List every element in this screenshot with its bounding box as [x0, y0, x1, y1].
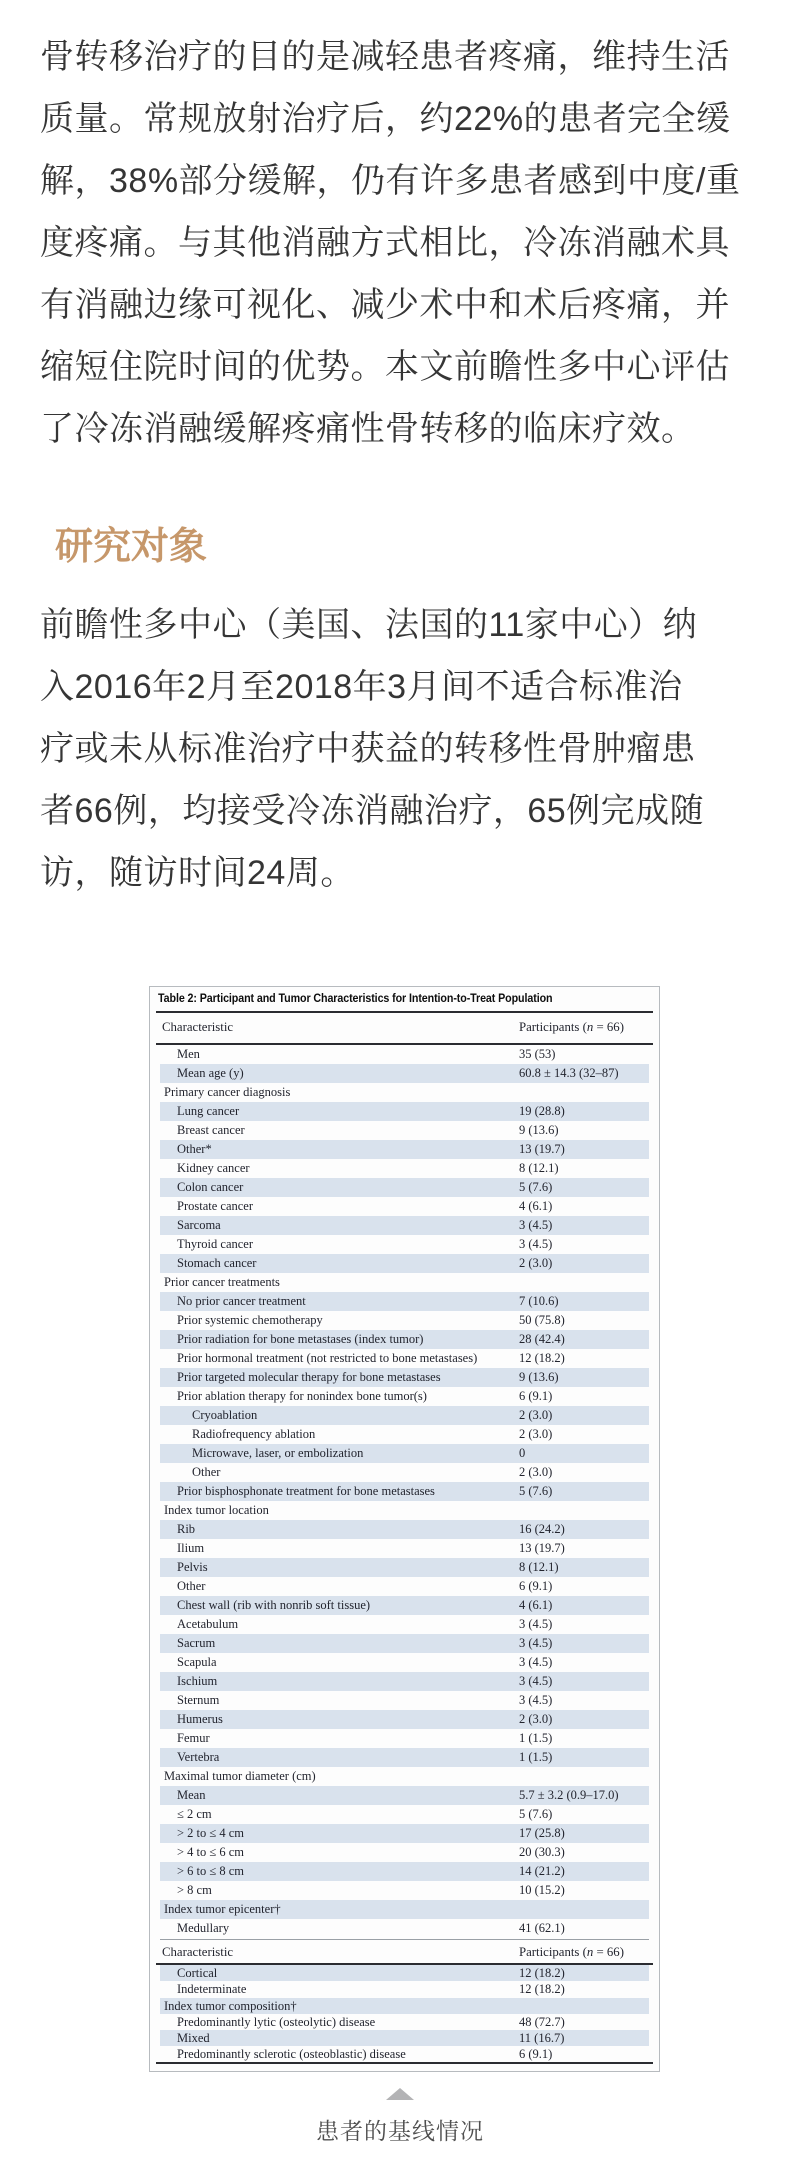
column-header-participants [519, 1940, 624, 1964]
row-label: Other [177, 1578, 206, 1593]
row-label: Ilium [177, 1540, 205, 1555]
row-label: ≤ 2 cm [177, 1806, 212, 1821]
table-row [160, 1577, 649, 1596]
row-value: 13 (19.7) [519, 1141, 565, 1156]
row-value: 5 (7.6) [519, 1179, 553, 1194]
table-row [160, 1786, 649, 1805]
row-label: Prior targeted molecular therapy for bone metastases [177, 1369, 441, 1384]
row-value: 3 (4.5) [519, 1654, 553, 1669]
row-value: 20 (30.3) [519, 1844, 565, 1859]
row-value: 5.7 ± 3.2 (0.9–17.0) [519, 1787, 619, 1802]
row-value: 4 (6.1) [519, 1597, 553, 1612]
table-row [160, 1558, 649, 1577]
study-line: 前瞻性多中心（美国、法国的11家中心）纳 [40, 606, 698, 644]
study-line: 疗或未从标准治疗中获益的转移性骨肿瘤患 [40, 730, 696, 768]
row-value: 2 (3.0) [519, 1426, 553, 1441]
participants-suffix: = 66) [593, 1945, 624, 1959]
row-label: Mean [177, 1787, 206, 1802]
table-row [160, 1235, 649, 1254]
row-label: > 4 to ≤ 6 cm [177, 1844, 245, 1859]
row-label: Medullary [177, 1920, 230, 1935]
table-row [160, 1444, 649, 1463]
triangle-up-icon[interactable] [386, 2088, 414, 2100]
table-row [160, 1159, 649, 1178]
row-value: 8 (12.1) [519, 1160, 559, 1175]
row-label: Index tumor composition† [164, 1998, 297, 2013]
row-label: Primary cancer diagnosis [164, 1084, 291, 1099]
row-label: Microwave, laser, or embolization [192, 1445, 364, 1460]
column-header-characteristic: Characteristic [162, 1945, 234, 1959]
table-row [160, 1102, 649, 1121]
row-value: 6 (9.1) [519, 2047, 553, 2062]
intro-line: 了冷冻消融缓解疼痛性骨转移的临床疗效。 [40, 410, 696, 448]
row-value: 4 (6.1) [519, 1198, 553, 1213]
row-label: Predominantly lytic (osteolytic) disease [177, 2014, 376, 2029]
row-label: Humerus [177, 1711, 223, 1726]
row-label: Lung cancer [177, 1103, 240, 1118]
table-row [160, 1140, 649, 1159]
row-label: Index tumor location [164, 1502, 269, 1517]
row-label: Maximal tumor diameter (cm) [164, 1768, 316, 1783]
figure-caption: 患者的基线情况 [316, 2118, 484, 2144]
table-row [160, 1330, 649, 1349]
row-label: Prior ablation therapy for nonindex bone tumor(s) [177, 1388, 427, 1403]
table-row [160, 1292, 649, 1311]
table-header-row-repeat [160, 1939, 649, 1964]
table-row [160, 1965, 649, 1981]
row-value: 5 (7.6) [519, 1483, 553, 1498]
table-row [160, 1045, 649, 1064]
row-value: 16 (24.2) [519, 1521, 565, 1536]
row-value: 3 (4.5) [519, 1217, 553, 1232]
column-header-characteristic: Characteristic [162, 1020, 234, 1034]
row-label: Mixed [177, 2031, 210, 2046]
row-value: 1 (1.5) [519, 1730, 553, 1745]
row-label: Sarcoma [177, 1217, 221, 1232]
row-label: Prior bisphosphonate treatment for bone metastases [177, 1483, 435, 1498]
row-label: Chest wall (rib with nonrib soft tissue) [177, 1597, 371, 1612]
row-label: Femur [177, 1730, 210, 1745]
row-label: Scapula [177, 1654, 217, 1669]
row-value: 6 (9.1) [519, 1578, 553, 1593]
row-value: 3 (4.5) [519, 1635, 553, 1650]
row-label: Men [177, 1046, 200, 1061]
column-header-participants [519, 1012, 624, 1043]
table-row [160, 1254, 649, 1273]
row-value: 9 (13.6) [519, 1122, 559, 1137]
row-label: Thyroid cancer [177, 1236, 254, 1251]
table-row [160, 1729, 649, 1748]
table-row [160, 1634, 649, 1653]
table-row [160, 1425, 649, 1444]
row-label: Acetabulum [177, 1616, 239, 1631]
row-value: 3 (4.5) [519, 1236, 553, 1251]
table-row [160, 2014, 649, 2030]
intro-line: 解，38%部分缓解，仍有许多患者感到中度/重 [40, 162, 741, 200]
table-row [160, 1615, 649, 1634]
row-label: > 6 to ≤ 8 cm [177, 1863, 245, 1878]
table-row [160, 1121, 649, 1140]
table-row [160, 1843, 649, 1862]
table-row [160, 1672, 649, 1691]
intro-line: 缩短住院时间的优势。本文前瞻性多中心评估 [40, 348, 730, 386]
row-label: Cryoablation [192, 1407, 258, 1422]
row-label: Prior cancer treatments [164, 1274, 280, 1289]
table-row [160, 1998, 649, 2014]
table-row [160, 2046, 649, 2062]
table-bottom-rule [156, 2062, 653, 2064]
row-value: 28 (42.4) [519, 1331, 565, 1346]
row-value: 12 (18.2) [519, 1982, 565, 1997]
table-row [160, 1981, 649, 1997]
row-label: Index tumor epicenter† [164, 1901, 281, 1916]
row-label: Breast cancer [177, 1122, 245, 1137]
participants-n: n [586, 1945, 594, 1959]
row-value: 2 (3.0) [519, 1407, 553, 1422]
row-label: Rib [177, 1521, 196, 1536]
table-row [160, 1482, 649, 1501]
row-value: 6 (9.1) [519, 1388, 553, 1403]
participants-suffix: = 66) [593, 1020, 624, 1034]
study-paragraph [40, 594, 770, 904]
table-row [160, 1520, 649, 1539]
table-row [160, 1919, 649, 1938]
row-label: Vertebra [177, 1749, 220, 1764]
row-label: Cortical [177, 1966, 218, 1980]
row-value: 13 (19.7) [519, 1540, 565, 1555]
table-row [160, 1501, 649, 1520]
table-row [160, 1710, 649, 1729]
row-label: Colon cancer [177, 1179, 244, 1194]
row-value: 35 (53) [519, 1046, 556, 1061]
study-line: 访，随访时间24周。 [40, 854, 355, 892]
table-header-row [160, 1012, 649, 1043]
row-value: 14 (21.2) [519, 1863, 565, 1878]
row-label: Stomach cancer [177, 1255, 257, 1270]
table-row [160, 1691, 649, 1710]
row-label: Ischium [177, 1673, 218, 1688]
row-value: 3 (4.5) [519, 1673, 553, 1688]
participants-n: n [586, 1020, 594, 1034]
row-value: 3 (4.5) [519, 1692, 553, 1707]
table-figure [149, 986, 660, 2072]
row-value: 48 (72.7) [519, 2014, 565, 2029]
row-value: 0 [519, 1445, 526, 1460]
row-label: Mean age (y) [177, 1065, 244, 1080]
table-rows-part2 [160, 1965, 649, 2063]
table-row [160, 1406, 649, 1425]
row-value: 17 (25.8) [519, 1825, 565, 1840]
row-value: 9 (13.6) [519, 1369, 559, 1384]
table-row [160, 1805, 649, 1824]
table-row [160, 1178, 649, 1197]
study-line: 入2016年2月至2018年3月间不适合标准治 [40, 668, 683, 706]
table-row [160, 1463, 649, 1482]
study-line: 者66例，均接受冷冻消融治疗，65例完成随 [40, 792, 705, 830]
collapse-toggle[interactable] [0, 2088, 800, 2146]
row-label: Kidney cancer [177, 1160, 250, 1175]
row-label: Indeterminate [177, 1982, 247, 1997]
table-row [160, 1862, 649, 1881]
row-label: > 8 cm [177, 1882, 212, 1897]
table-row [160, 1900, 649, 1919]
row-label: Pelvis [177, 1559, 208, 1574]
row-label: Other [192, 1464, 221, 1479]
row-value: 7 (10.6) [519, 1293, 559, 1308]
table-row [160, 1881, 649, 1900]
row-value: 60.8 ± 14.3 (32–87) [519, 1065, 619, 1080]
participants-prefix: Participants ( [519, 1020, 587, 1034]
table-row [160, 1748, 649, 1767]
table-row [160, 1064, 649, 1083]
row-value: 12 (18.2) [519, 1350, 565, 1365]
row-label: Prostate cancer [177, 1198, 254, 1213]
row-label: Sacrum [177, 1635, 216, 1650]
table-row [160, 1824, 649, 1843]
row-label: Prior systemic chemotherapy [177, 1312, 323, 1327]
row-value: 12 (18.2) [519, 1966, 565, 1980]
table-row [160, 1767, 649, 1786]
row-label: Prior hormonal treatment (not restricted to bone metastases) [177, 1350, 478, 1365]
row-value: 3 (4.5) [519, 1616, 553, 1631]
table-row [160, 1387, 649, 1406]
table-title: Table 2: Participant and Tumor Characteristics for Intention-to-Treat Population [158, 993, 553, 1005]
row-value: 2 (3.0) [519, 1464, 553, 1479]
row-value: 2 (3.0) [519, 1711, 553, 1726]
participants-prefix: Participants ( [519, 1945, 587, 1959]
intro-paragraph [40, 26, 770, 460]
row-label: No prior cancer treatment [177, 1293, 306, 1308]
row-label: Predominantly sclerotic (osteoblastic) disease [177, 2047, 406, 2062]
table-row [160, 1311, 649, 1330]
table-row [160, 1273, 649, 1292]
table-row [160, 1216, 649, 1235]
row-label: Other* [177, 1141, 212, 1156]
table-row [160, 1368, 649, 1387]
intro-line: 质量。常规放射治疗后，约22%的患者完全缓 [40, 100, 731, 138]
table-row [160, 1349, 649, 1368]
table-row [160, 1083, 649, 1102]
table-row [160, 2030, 649, 2046]
table-row [160, 1653, 649, 1672]
row-value: 41 (62.1) [519, 1920, 565, 1935]
row-label: Prior radiation for bone metastases (index tumor) [177, 1331, 424, 1346]
row-label: Radiofrequency ablation [192, 1426, 316, 1441]
row-label: > 2 to ≤ 4 cm [177, 1825, 245, 1840]
row-value: 1 (1.5) [519, 1749, 553, 1764]
table-rows-part1 [160, 1045, 649, 1938]
intro-line: 有消融边缘可视化、减少术中和术后疼痛，并 [40, 286, 730, 324]
table-row [160, 1197, 649, 1216]
table-row [160, 1596, 649, 1615]
row-value: 10 (15.2) [519, 1882, 565, 1897]
row-value: 5 (7.6) [519, 1806, 553, 1821]
table-row [160, 1539, 649, 1558]
row-value: 8 (12.1) [519, 1559, 559, 1574]
intro-line: 骨转移治疗的目的是减轻患者疼痛，维持生活 [40, 38, 730, 76]
row-value: 50 (75.8) [519, 1312, 565, 1327]
row-value: 2 (3.0) [519, 1255, 553, 1270]
row-value: 11 (16.7) [519, 2031, 565, 2046]
row-label: Sternum [177, 1692, 220, 1707]
section-heading: 研究对象 [55, 523, 208, 568]
intro-line: 度疼痛。与其他消融方式相比，冷冻消融术具 [40, 224, 730, 262]
row-value: 19 (28.8) [519, 1103, 565, 1118]
